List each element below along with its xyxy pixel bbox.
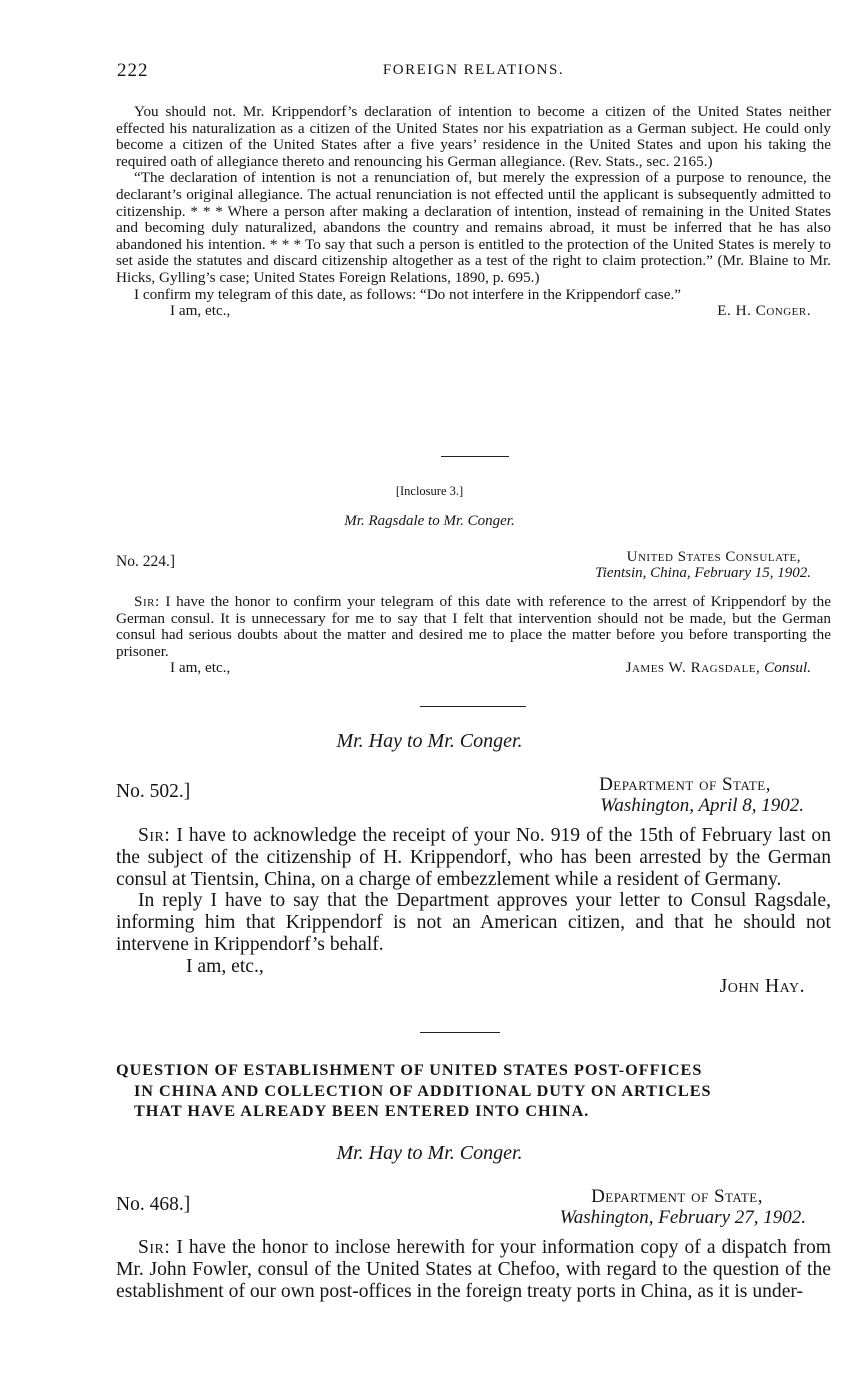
paragraph [116, 825, 831, 890]
paragraph [116, 594, 831, 660]
page-header [117, 60, 830, 82]
signature: John Hay. [719, 975, 805, 997]
dispatch-number: No. 502.] [116, 781, 191, 802]
closing: I am, etc., [186, 955, 264, 977]
dispatch-number: No. 468.] [116, 1194, 191, 1215]
paragraph: I confirm my telegram of this date, as follows: “Do not interfere in the Krippendorf case.” [134, 285, 681, 303]
address-line: United States Consulate, [626, 549, 801, 565]
paragraph: “The declaration of intention is not a renunciation of, but merely the expression of a purpose to renounce, the declarant’s original allegiance. The actual renunciation is not effected until the applicant is subsequently admitted to citizenship. * * * Where a person after making a declaration of intention, instead of remaining in the United States and becoming duly naturalized, abandons the country and remains abroad, it must be inferred that he has also abandoned his intention. * * * To say that such a person is entitled to the protection of the United States is merely to set aside the statutes and discard citizenship altogether as a test of the right to claim protection.” (Mr. Blaine to Mr. Hicks, Gylling’s case; United States Foreign Relations, 1890, p. 695.) [116, 169, 831, 286]
closing: I am, etc., [170, 302, 231, 320]
signature-title: Consul. [764, 659, 811, 677]
address-line: Department of State, [591, 1186, 763, 1207]
paragraph: In reply I have to say that the Department approves your letter to Consul Ragsdale, informing him that Krippendorf is not an American citizen, and that he should not intervene in Krippendorf’s behalf. [116, 890, 831, 955]
inclosure-heading: Mr. Ragsdale to Mr. Conger. [344, 513, 515, 529]
salutation: Sir: [138, 1237, 171, 1258]
signature [626, 660, 811, 677]
inclosure-text [116, 594, 831, 678]
dispatch-number: No. 224.] [116, 553, 175, 570]
inclosure-label: [Inclosure 3.] [395, 484, 464, 498]
salutation: Sir: [134, 593, 160, 610]
address-line: Department of State, [599, 774, 771, 795]
paragraph: You should not. Mr. Krippendorf’s declaration of intention to become a citizen of the United States neither effected his naturalization as a citizen of the United States nor his expatriation as a German subject. He could only become a citizen of the United States after a five years’ residence in the United States and upon his taking the required oath of allegiance thereto and renouncing his German allegiance. (Rev. Stats., sec. 2165.) [116, 103, 831, 170]
letter502-text [116, 825, 831, 996]
section-title-line: QUESTION OF ESTABLISHMENT OF UNITED STATES POST-OFFICES [116, 1061, 703, 1079]
closing-row [116, 660, 831, 678]
closing-row [116, 303, 831, 321]
signature-name: James W. Ragsdale, [625, 659, 761, 677]
letter-body: I have the honor to confirm your telegram of this date with reference to the arrest of Krippendorf by the German consul. It is unnecessary for me to say that I felt that intervention should not be made, but the German consul had serious doubts about the matter and desired me to place the matter before you before transporting the prisoner. [116, 593, 831, 660]
running-head: FOREIGN RELATIONS. [382, 62, 565, 78]
letter468-text [116, 1237, 831, 1302]
closing: I am, etc., [170, 659, 231, 677]
page-number: 222 [117, 60, 149, 81]
letter-body: I have the honor to inclose herewith for your information copy of a dispatch from Mr. John Fowler, consul of the United States at Chefoo, with regard to the question of the establishment of our own post-offices in the foreign treaty ports in China, as it is under- [116, 1237, 831, 1302]
divider [441, 456, 509, 457]
section1-text [116, 104, 831, 321]
section-title-line: IN CHINA AND COLLECTION OF ADDITIONAL DUTY ON ARTICLES [134, 1081, 712, 1100]
letter-heading: Mr. Hay to Mr. Conger. [336, 730, 523, 752]
closing-row [116, 956, 831, 996]
salutation: Sir: [138, 825, 171, 846]
section-title-line: THAT HAVE ALREADY BEEN ENTERED INTO CHINA. [134, 1102, 590, 1120]
section-title [116, 1060, 832, 1122]
paragraph [116, 1237, 831, 1302]
divider [420, 706, 526, 707]
address-date: Washington, April 8, 1902. [600, 795, 804, 816]
letter-body: I have to acknowledge the receipt of your No. 919 of the 15th of February last on the subject of the citizenship of H. Krippendorf, who has been arrested by the German consul at Tientsin, China, on a charge of embezzlement while a resident of Germany. [116, 825, 831, 890]
address-date: Washington, February 27, 1902. [559, 1207, 806, 1228]
letter-heading: Mr. Hay to Mr. Conger. [336, 1142, 523, 1164]
signature: E. H. Conger. [717, 302, 811, 320]
divider [420, 1032, 500, 1033]
address-date: Tientsin, China, February 15, 1902. [595, 565, 811, 581]
